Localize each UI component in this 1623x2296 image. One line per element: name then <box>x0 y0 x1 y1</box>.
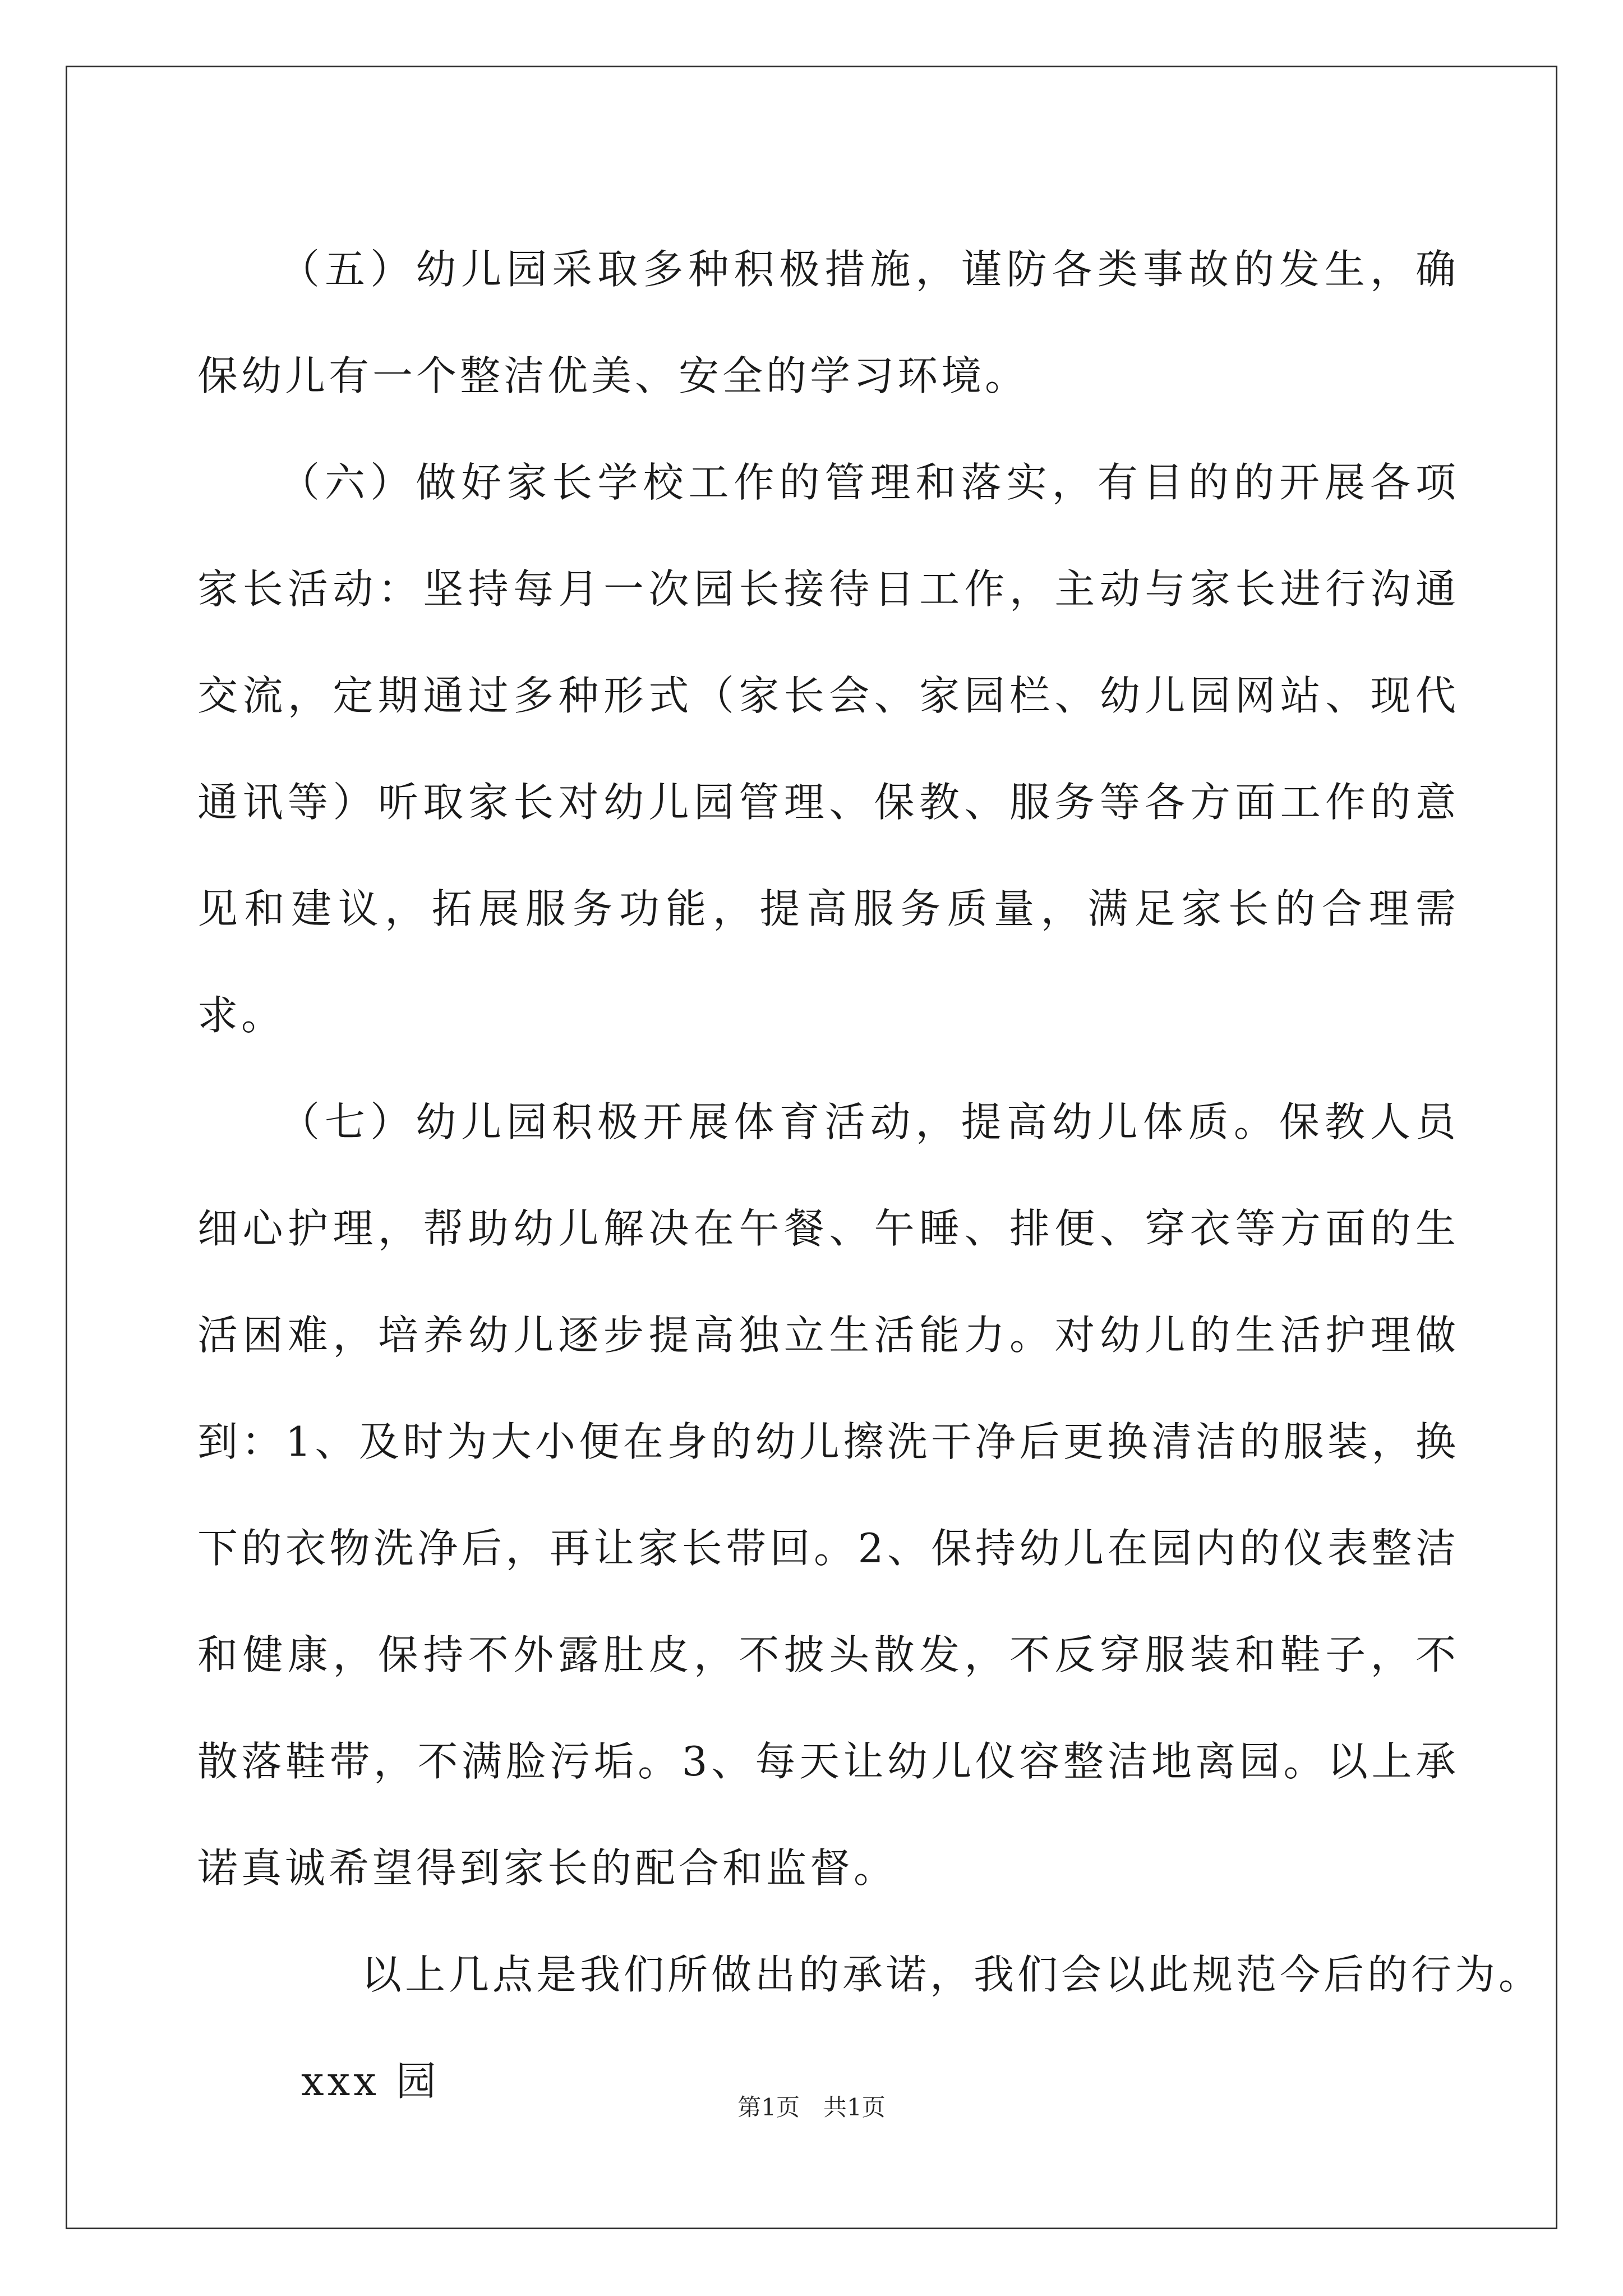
closing-statement: 以上几点是我们所做出的承诺，我们会以此规范今后的行为。 <box>361 1951 1543 1998</box>
paragraph-5: （五）幼儿园采取多种积极措施，谨防各类事故的发生，确保幼儿有一个整洁优美、安全的学习环境。 <box>197 246 1459 399</box>
paragraph-7: （七）幼儿园积极开展体育活动，提高幼儿体质。保教人员细心护理，帮助幼儿解决在午餐、午睡、排便、穿衣等方面的生活困难，培养幼儿逐步提高独立生活能力。对幼儿的生活护理做到：1、及时为大小便在身的幼儿擦洗干净后更换清洁的服装，换下的衣物洗净后，再让家长带回。2、保持幼儿在园内的仪表整洁和健康，保持不外露肚皮，不披头散发，不反穿服装和鞋子，不散落鞋带，不满脸污垢。3、每天让幼儿仪容整洁地离园。以上承诺真诚希望得到家长的配合和监督。 <box>197 1098 1459 1892</box>
page-footer: 第1页 共1页 <box>737 2093 886 2121</box>
signature: xxx 园 <box>301 2058 440 2105</box>
document-body <box>197 216 1543 2134</box>
paragraph-6: （六）做好家长学校工作的管理和落实，有目的的开展各项家长活动：坚持每月一次园长接待日工作，主动与家长进行沟通交流，定期通过多种形式（家长会、家园栏、幼儿园网站、现代通讯等）听取家长对幼儿园管理、保教、服务等各方面工作的意见和建议，拓展服务功能，提高服务质量，满足家长的合理需求。 <box>197 459 1459 1039</box>
